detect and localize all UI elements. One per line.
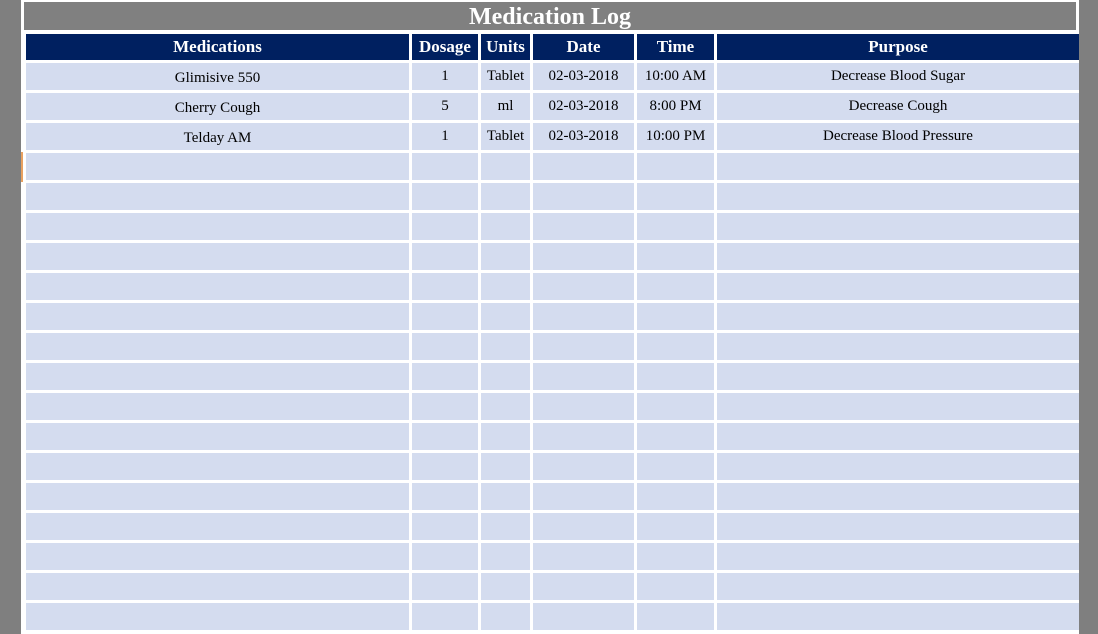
cell-units[interactable] bbox=[481, 213, 530, 240]
cell-time[interactable] bbox=[637, 303, 714, 330]
cell-purpose[interactable] bbox=[717, 273, 1079, 300]
cell-units[interactable] bbox=[481, 333, 530, 360]
cell-dosage[interactable] bbox=[412, 333, 478, 360]
cell-time[interactable] bbox=[637, 483, 714, 510]
cell-purpose[interactable] bbox=[717, 183, 1079, 210]
cell-units[interactable] bbox=[481, 573, 530, 600]
table-row bbox=[26, 513, 1079, 540]
column-header-units[interactable]: Units bbox=[481, 34, 530, 60]
cell-units[interactable] bbox=[481, 363, 530, 390]
cell-time[interactable] bbox=[637, 363, 714, 390]
table-row bbox=[26, 423, 1079, 450]
cell-dosage[interactable]: 1 bbox=[412, 63, 478, 90]
cell-dosage[interactable]: 5 bbox=[412, 93, 478, 120]
cell-units[interactable] bbox=[481, 243, 530, 270]
table-row bbox=[26, 153, 1079, 180]
cell-date[interactable] bbox=[533, 453, 634, 480]
table-row bbox=[26, 123, 1079, 150]
cell-dosage[interactable]: 1 bbox=[412, 123, 478, 150]
cell-date[interactable] bbox=[533, 483, 634, 510]
cell-purpose[interactable]: Decrease Cough bbox=[717, 93, 1079, 120]
medication-table bbox=[23, 31, 1082, 633]
cell-units[interactable] bbox=[481, 153, 530, 180]
cell-purpose[interactable] bbox=[717, 603, 1079, 630]
spreadsheet-sheet bbox=[21, 0, 1079, 634]
table-row bbox=[26, 303, 1079, 330]
cell-date[interactable] bbox=[533, 333, 634, 360]
cell-medication[interactable] bbox=[26, 273, 409, 300]
cell-time[interactable] bbox=[637, 393, 714, 420]
cell-purpose[interactable] bbox=[717, 453, 1079, 480]
table-body bbox=[26, 63, 1079, 630]
cell-dosage[interactable] bbox=[412, 213, 478, 240]
cell-units[interactable] bbox=[481, 273, 530, 300]
cell-time[interactable] bbox=[637, 453, 714, 480]
cell-units[interactable]: Tablet bbox=[481, 63, 530, 90]
cell-units[interactable] bbox=[481, 483, 530, 510]
table-row bbox=[26, 363, 1079, 390]
cell-date[interactable]: 02-03-2018 bbox=[533, 63, 634, 90]
cell-dosage[interactable] bbox=[412, 153, 478, 180]
cell-medication[interactable] bbox=[26, 243, 409, 270]
cell-date[interactable] bbox=[533, 543, 634, 570]
cell-time[interactable] bbox=[637, 513, 714, 540]
cell-date[interactable] bbox=[533, 393, 634, 420]
table-header-row bbox=[26, 34, 1079, 60]
page-title[interactable]: Medication Log bbox=[24, 2, 1076, 30]
cell-time[interactable]: 10:00 PM bbox=[637, 123, 714, 150]
cell-medication[interactable] bbox=[26, 393, 409, 420]
table-row bbox=[26, 273, 1079, 300]
cell-medication[interactable]: Cherry Cough bbox=[26, 93, 409, 120]
cell-time[interactable] bbox=[637, 213, 714, 240]
cell-medication[interactable] bbox=[26, 453, 409, 480]
cell-date[interactable] bbox=[533, 603, 634, 630]
cell-medication[interactable] bbox=[26, 513, 409, 540]
cell-purpose[interactable] bbox=[717, 243, 1079, 270]
cell-date[interactable] bbox=[533, 573, 634, 600]
table-row bbox=[26, 243, 1079, 270]
cell-dosage[interactable] bbox=[412, 573, 478, 600]
cell-time[interactable] bbox=[637, 603, 714, 630]
cell-units[interactable] bbox=[481, 513, 530, 540]
cell-purpose[interactable] bbox=[717, 213, 1079, 240]
cell-dosage[interactable] bbox=[412, 483, 478, 510]
cell-medication[interactable] bbox=[26, 573, 409, 600]
cell-units[interactable] bbox=[481, 453, 530, 480]
cell-purpose[interactable] bbox=[717, 303, 1079, 330]
cell-units[interactable] bbox=[481, 603, 530, 630]
cell-dosage[interactable] bbox=[412, 513, 478, 540]
cell-time[interactable] bbox=[637, 543, 714, 570]
cell-medication[interactable] bbox=[26, 333, 409, 360]
cell-date[interactable] bbox=[533, 183, 634, 210]
table-row bbox=[26, 213, 1079, 240]
cell-purpose[interactable] bbox=[717, 393, 1079, 420]
cell-date[interactable] bbox=[533, 153, 634, 180]
cell-dosage[interactable] bbox=[412, 423, 478, 450]
cell-dosage[interactable] bbox=[412, 393, 478, 420]
cell-time[interactable] bbox=[637, 183, 714, 210]
cell-purpose[interactable] bbox=[717, 483, 1079, 510]
table-row bbox=[26, 483, 1079, 510]
cell-dosage[interactable] bbox=[412, 183, 478, 210]
cell-medication[interactable]: Glimisive 550 bbox=[26, 63, 409, 90]
cell-purpose[interactable] bbox=[717, 423, 1079, 450]
table-row bbox=[26, 573, 1079, 600]
cell-time[interactable] bbox=[637, 273, 714, 300]
cell-date[interactable] bbox=[533, 213, 634, 240]
cell-date[interactable]: 02-03-2018 bbox=[533, 123, 634, 150]
cell-time[interactable]: 8:00 PM bbox=[637, 93, 714, 120]
cell-purpose[interactable] bbox=[717, 333, 1079, 360]
cell-medication[interactable] bbox=[26, 483, 409, 510]
cell-dosage[interactable] bbox=[412, 363, 478, 390]
table-row bbox=[26, 93, 1079, 120]
cell-time[interactable] bbox=[637, 153, 714, 180]
cell-time[interactable] bbox=[637, 423, 714, 450]
cell-date[interactable] bbox=[533, 513, 634, 540]
cell-purpose[interactable] bbox=[717, 513, 1079, 540]
table-row bbox=[26, 393, 1079, 420]
cell-medication[interactable] bbox=[26, 603, 409, 630]
cell-units[interactable]: Tablet bbox=[481, 123, 530, 150]
cell-purpose[interactable]: Decrease Blood Sugar bbox=[717, 63, 1079, 90]
cell-medication[interactable] bbox=[26, 423, 409, 450]
cell-date[interactable] bbox=[533, 303, 634, 330]
cell-medication[interactable] bbox=[26, 303, 409, 330]
table-row bbox=[26, 603, 1079, 630]
cell-dosage[interactable] bbox=[412, 273, 478, 300]
cell-purpose[interactable] bbox=[717, 153, 1079, 180]
cell-dosage[interactable] bbox=[412, 303, 478, 330]
cell-units[interactable] bbox=[481, 423, 530, 450]
cell-date[interactable] bbox=[533, 363, 634, 390]
table-row bbox=[26, 183, 1079, 210]
column-header-medications[interactable]: Medications bbox=[26, 34, 409, 60]
table-row bbox=[26, 453, 1079, 480]
cell-dosage[interactable] bbox=[412, 243, 478, 270]
cell-units[interactable] bbox=[481, 393, 530, 420]
cell-medication[interactable] bbox=[26, 153, 409, 180]
cell-units[interactable] bbox=[481, 183, 530, 210]
table-row bbox=[26, 333, 1079, 360]
cell-dosage[interactable] bbox=[412, 543, 478, 570]
column-header-time[interactable]: Time bbox=[637, 34, 714, 60]
cell-medication[interactable] bbox=[26, 213, 409, 240]
table-row bbox=[26, 543, 1079, 570]
column-header-dosage[interactable]: Dosage bbox=[412, 34, 478, 60]
cell-time[interactable] bbox=[637, 243, 714, 270]
cell-purpose[interactable] bbox=[717, 363, 1079, 390]
cell-time[interactable] bbox=[637, 333, 714, 360]
cell-purpose[interactable] bbox=[717, 573, 1079, 600]
cell-dosage[interactable] bbox=[412, 603, 478, 630]
cell-date[interactable] bbox=[533, 243, 634, 270]
cell-time[interactable]: 10:00 AM bbox=[637, 63, 714, 90]
column-header-purpose[interactable]: Purpose bbox=[717, 34, 1079, 60]
cell-date[interactable] bbox=[533, 273, 634, 300]
cell-purpose[interactable]: Decrease Blood Pressure bbox=[717, 123, 1079, 150]
cell-units[interactable] bbox=[481, 303, 530, 330]
column-header-date[interactable]: Date bbox=[533, 34, 634, 60]
cell-medication[interactable] bbox=[26, 183, 409, 210]
cell-units[interactable]: ml bbox=[481, 93, 530, 120]
cell-purpose[interactable] bbox=[717, 543, 1079, 570]
cell-units[interactable] bbox=[481, 543, 530, 570]
cell-medication[interactable] bbox=[26, 363, 409, 390]
cell-dosage[interactable] bbox=[412, 453, 478, 480]
cell-medication[interactable] bbox=[26, 543, 409, 570]
cell-medication[interactable]: Telday AM bbox=[26, 123, 409, 150]
cell-time[interactable] bbox=[637, 573, 714, 600]
table-row bbox=[26, 63, 1079, 90]
cell-date[interactable] bbox=[533, 423, 634, 450]
cell-date[interactable]: 02-03-2018 bbox=[533, 93, 634, 120]
